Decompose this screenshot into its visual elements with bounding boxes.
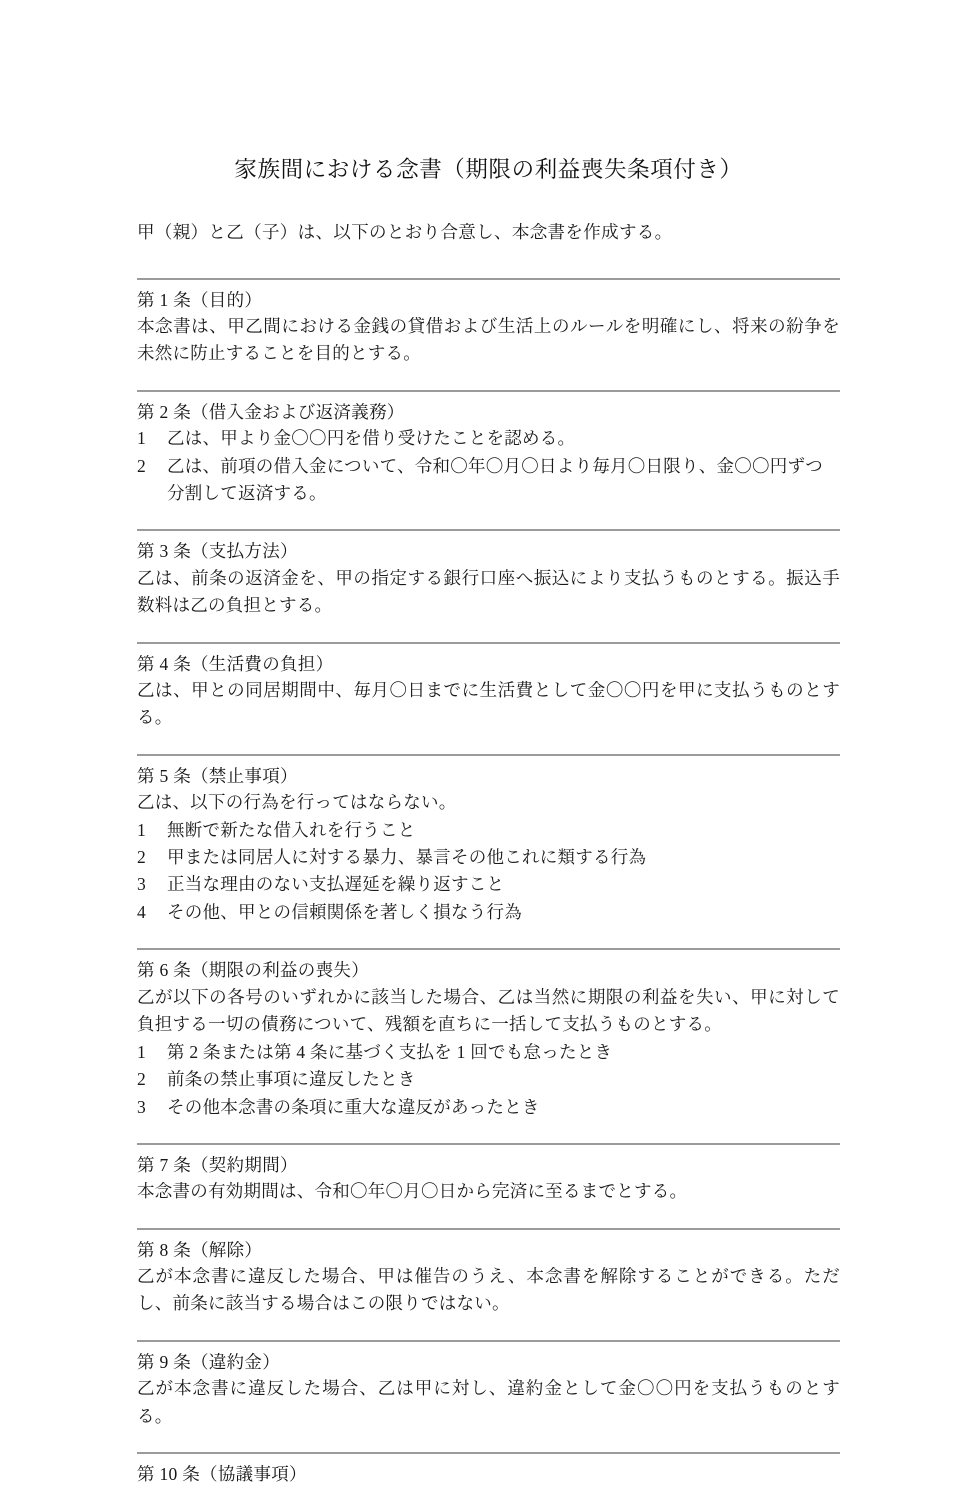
article-item-text: 無断で新たな借入れを行うこと (167, 819, 416, 840)
document-body (137, 0, 840, 1487)
article-section (137, 754, 840, 927)
article-paragraph: 乙が本念書に違反した場合、乙は甲に対し、違約金として金〇〇円を支払うものとする。 (137, 1378, 840, 1426)
article-heading: 第 5 条（禁止事項） (137, 765, 298, 786)
article-item-number: 2 (137, 1069, 146, 1090)
article-heading: 第 3 条（支払方法） (137, 541, 298, 562)
article-spacer (137, 732, 840, 754)
article-heading: 第 6 条（期限の利益の喪失） (137, 960, 369, 981)
article-divider (137, 1228, 840, 1230)
article-paragraph: 乙が以下の各号のいずれかに該当した場合、乙は当然に期限の利益を失い、甲に対して負担する一切の債務について、残額を直ちに一括して支払うものとする。 (137, 986, 840, 1035)
article-item-text: その他本念書の条項に重大な違反があったとき (167, 1096, 540, 1117)
article-item-number: 4 (137, 901, 146, 922)
article-section (137, 278, 840, 368)
article-spacer (137, 507, 840, 529)
page-title: 家族間における念書（期限の利益喪失条項付き） (234, 157, 743, 182)
article-section (137, 390, 840, 508)
article-item (137, 817, 840, 844)
article-section (137, 529, 840, 619)
intro-paragraph: 甲（親）と乙（子）は、以下のとおり合意し、本念書を作成する。 (137, 222, 673, 243)
article-divider (137, 642, 840, 644)
article-paragraph: 乙は、以下の行為を行ってはならない。 (137, 792, 457, 813)
article-divider (137, 390, 840, 392)
article-divider (137, 1452, 840, 1454)
article-item (137, 1066, 840, 1093)
article-section (137, 642, 840, 732)
article-paragraph: 本念書は、甲乙間における金銭の貸借および生活上のルールを明確にし、将来の紛争を未然に防止することを目的とする。 (137, 315, 840, 364)
article-item-text: 正当な理由のない支払遅延を繰り返すこと (167, 874, 505, 895)
article-section (137, 1340, 840, 1430)
article-heading: 第 7 条（契約期間） (137, 1155, 298, 1175)
article-divider (137, 948, 840, 950)
article-item-list (137, 817, 840, 927)
article-divider (137, 529, 840, 531)
article-list (137, 247, 840, 1487)
article-item (137, 1039, 840, 1066)
article-section (137, 1228, 840, 1318)
article-spacer (137, 1121, 840, 1143)
article-item-number: 1 (137, 428, 146, 449)
article-divider (137, 754, 840, 756)
article-item-number: 2 (137, 847, 146, 867)
article-item (137, 425, 840, 452)
article-item-number: 2 (137, 455, 146, 476)
article-heading: 第 2 条（借入金および返済義務） (137, 401, 405, 422)
article-item-list (137, 425, 840, 507)
article-item (137, 1094, 840, 1121)
article-item-text: 第 2 条または第 4 条に基づく支払を 1 回でも怠ったとき (167, 1041, 613, 1062)
article-heading: 第 9 条（違約金） (137, 1351, 280, 1372)
article-divider (137, 1340, 840, 1342)
article-heading: 第 10 条（協議事項） (137, 1464, 307, 1485)
article-item (137, 871, 840, 898)
article-heading: 第 4 条（生活費の負担） (137, 653, 334, 674)
article-item-list (137, 1039, 840, 1121)
article-item-number: 1 (137, 819, 146, 840)
article-section (137, 948, 840, 1121)
article-paragraph: 乙が本念書に違反した場合、甲は催告のうえ、本念書を解除することができる。ただし、前条に該当する場合はこの限りではない。 (137, 1265, 840, 1314)
article-item-text: 乙は、甲より金〇〇円を借り受けたことを認める。 (167, 428, 576, 449)
article-item-text: 甲または同居人に対する暴力、暴言その他これに類する行為 (167, 847, 647, 867)
article-item-number: 3 (137, 874, 146, 895)
article-spacer (137, 368, 840, 390)
article-item-number: 3 (137, 1096, 146, 1117)
article-spacer (137, 1206, 840, 1228)
article-heading: 第 1 条（目的） (137, 289, 263, 310)
article-spacer (137, 1318, 840, 1340)
article-spacer (137, 926, 840, 948)
article-divider (137, 278, 840, 280)
article-item-text: 乙は、前項の借入金について、令和〇年〇月〇日より毎月〇日限り、金〇〇円ずつ分割して返済する。 (167, 455, 824, 503)
article-item (137, 844, 840, 871)
article-spacer (137, 620, 840, 642)
article-item-text: 前条の禁止事項に違反したとき (167, 1069, 416, 1090)
article-heading: 第 8 条（解除） (137, 1239, 263, 1260)
article-item-text: その他、甲との信頼関係を著しく損なう行為 (167, 901, 522, 922)
article-item (137, 453, 840, 508)
article-section (137, 1143, 840, 1206)
article-item (137, 899, 840, 926)
article-item-number: 1 (137, 1041, 146, 1062)
article-divider (137, 1143, 840, 1145)
article-spacer (137, 1430, 840, 1452)
article-section (137, 1452, 840, 1487)
article-paragraph: 本念書の有効期間は、令和〇年〇月〇日から完済に至るまでとする。 (137, 1181, 688, 1202)
article-paragraph: 乙は、甲との同居期間中、毎月〇日までに生活費として金〇〇円を甲に支払うものとする。 (137, 679, 840, 728)
article-paragraph: 乙は、前条の返済金を、甲の指定する銀行口座へ振込により支払うものとする。振込手数料は乙の負担とする。 (137, 567, 840, 616)
